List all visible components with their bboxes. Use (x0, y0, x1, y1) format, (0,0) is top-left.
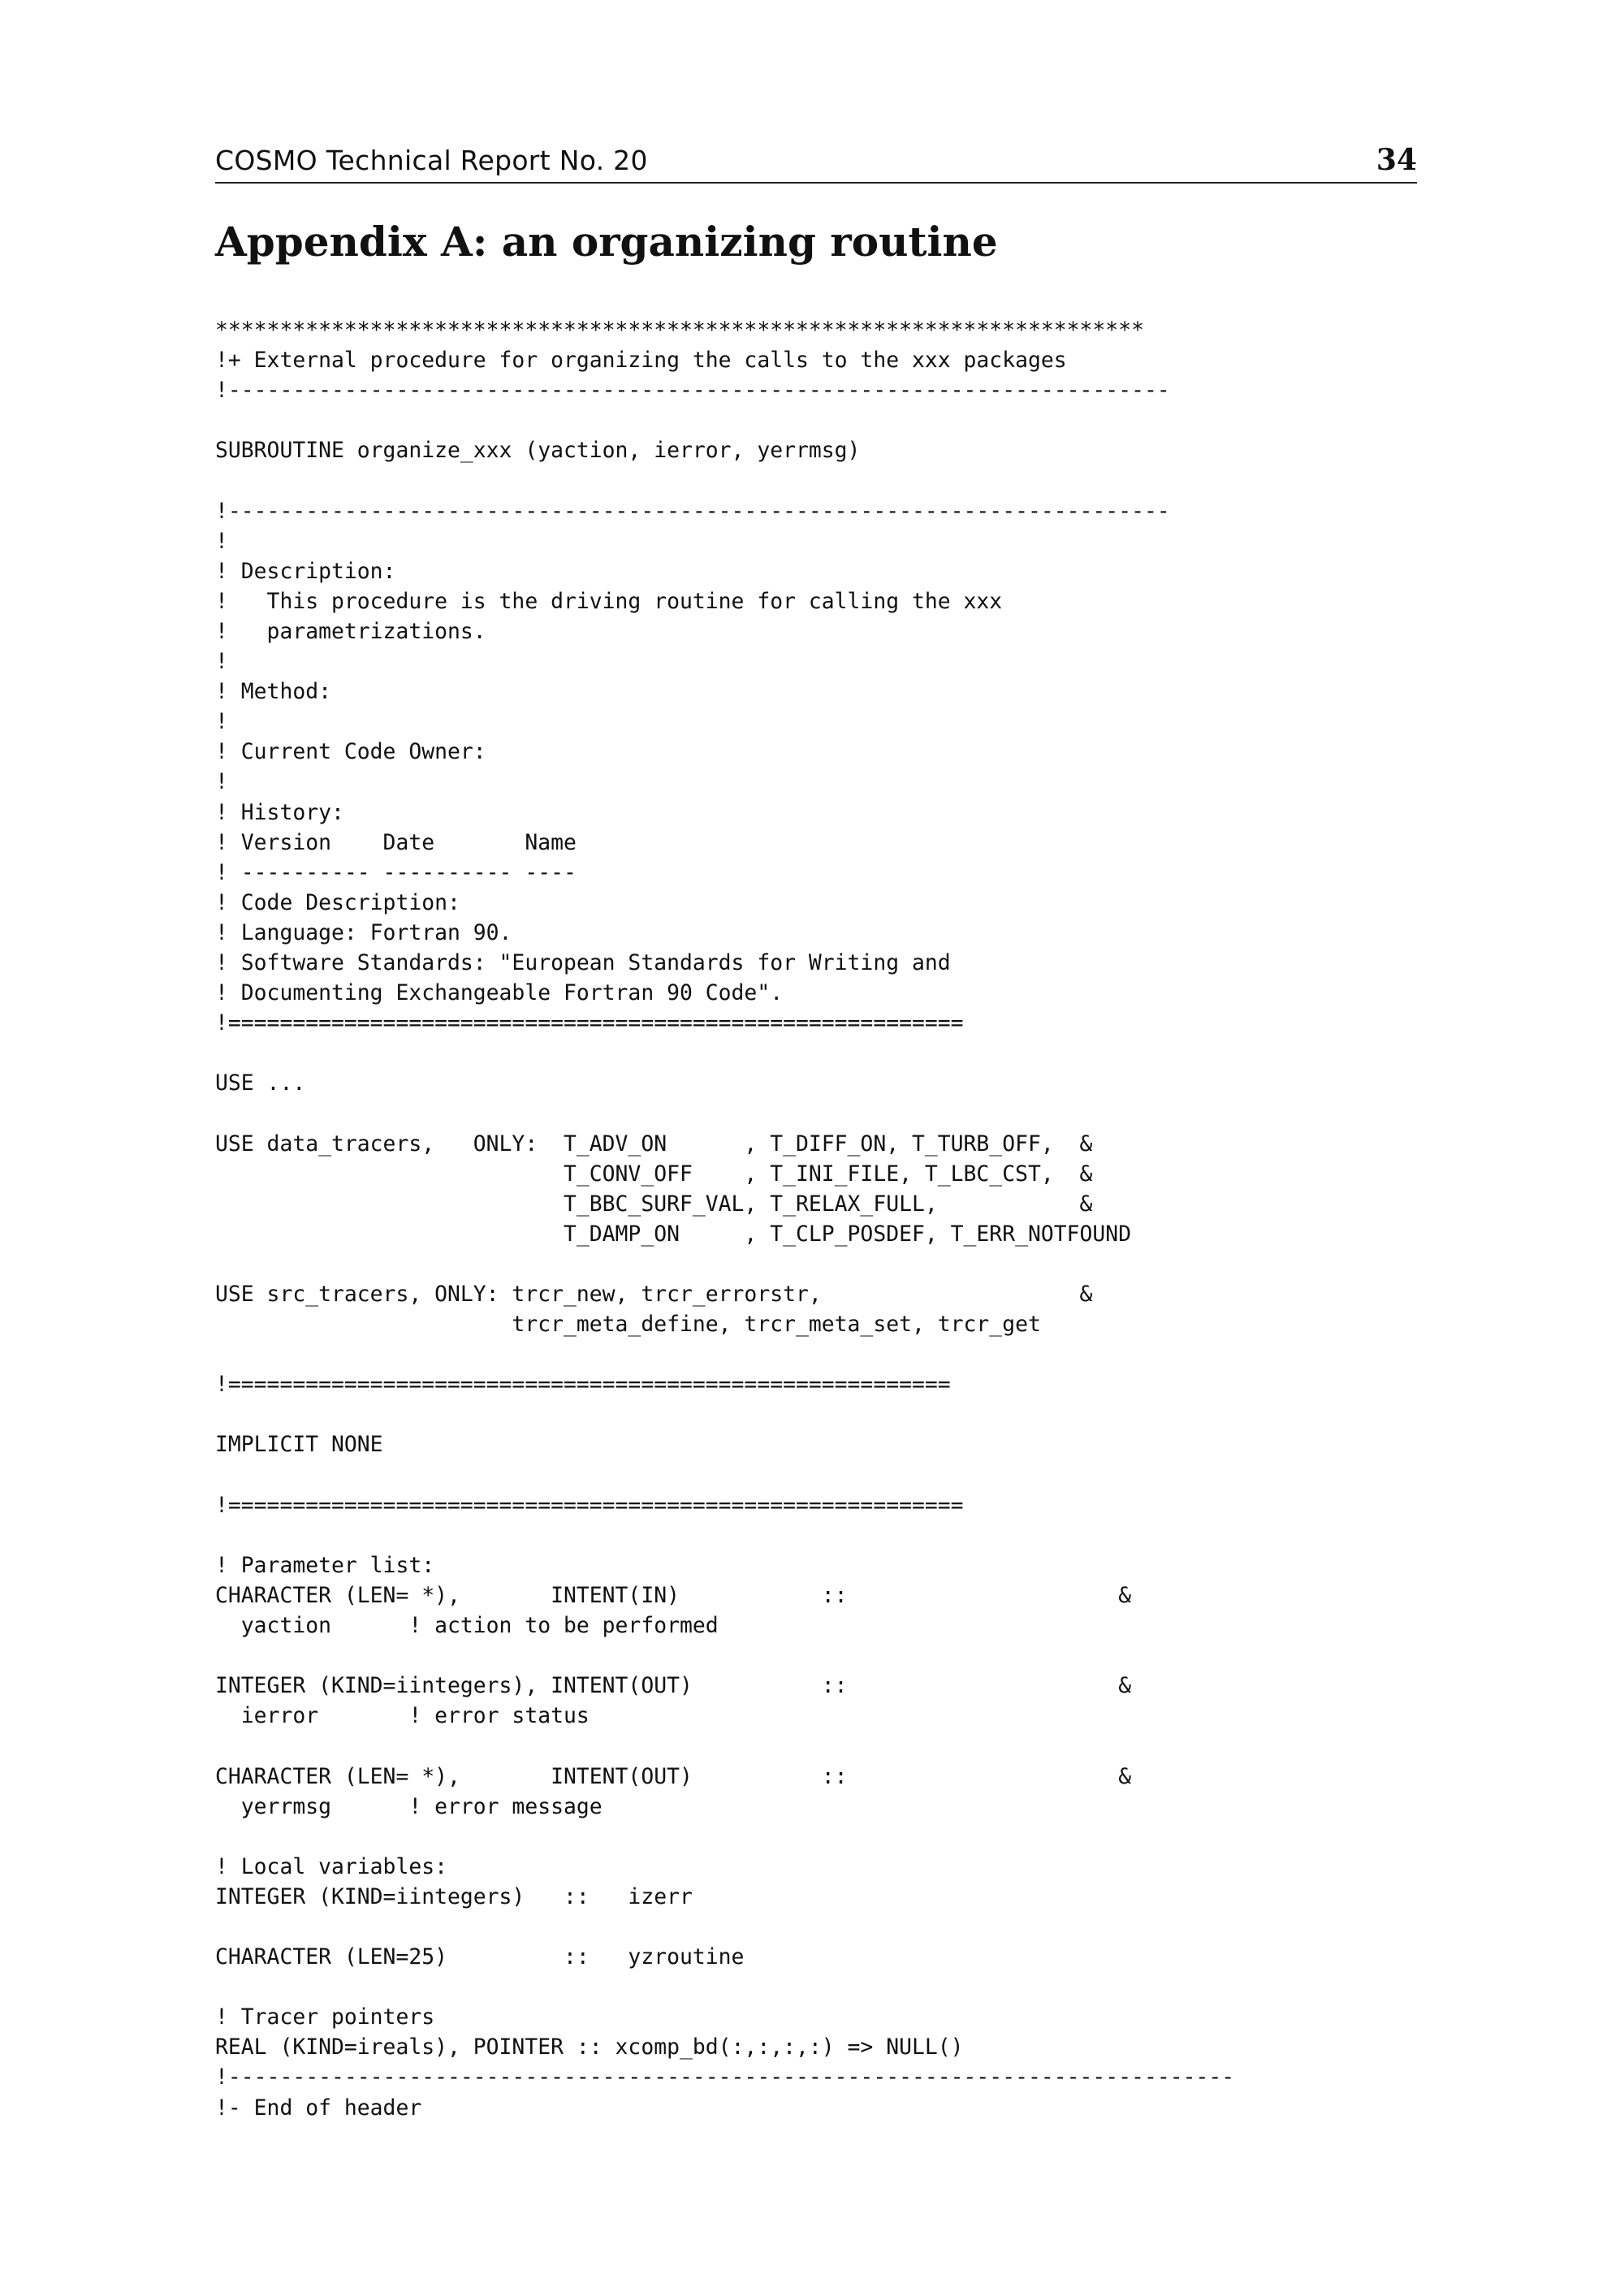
code-line (215, 1520, 1234, 1550)
code-line (215, 1822, 1234, 1852)
code-line: !========================================================= (215, 1492, 964, 1518)
code-line (215, 1460, 1234, 1490)
code-line: ! Language: Fortran 90. (215, 919, 512, 945)
code-line (215, 1641, 1234, 1671)
code-line: ! Description: (215, 558, 396, 584)
code-line: ! Tracer pointers (215, 2004, 435, 2030)
code-line (215, 1972, 1234, 2002)
code-line: ! Software Standards: "European Standards for Writing and (215, 949, 951, 975)
code-line (215, 1339, 1234, 1369)
code-line: USE data_tracers, ONLY: T_ADV_ON , T_DIFF_ON, T_TURB_OFF, & (215, 1131, 1093, 1157)
code-line: ! Local variables: (215, 1853, 447, 1879)
code-line (215, 465, 1234, 495)
code-line: ! (215, 709, 228, 735)
code-line (215, 1912, 1234, 1942)
code-line: USE src_tracers, ONLY: trcr_new, trcr_errorstr, & (215, 1282, 1093, 1307)
code-line: CHARACTER (LEN=25) :: yzroutine (215, 1944, 745, 1970)
code-line: !======================================================== (215, 1372, 951, 1398)
code-line: CHARACTER (LEN= *), INTENT(IN) :: & (215, 1582, 1132, 1608)
code-line: ! (215, 649, 228, 675)
page-header (215, 145, 1417, 184)
code-line: !------------------------------------------------------------------------------ (215, 2065, 1235, 2091)
code-line: INTEGER (KIND=iintegers), INTENT(OUT) :: & (215, 1673, 1132, 1699)
code-line: ! This procedure is the driving routine for calling the xxx (215, 588, 1003, 614)
code-line: ! History: (215, 799, 344, 825)
code-line: USE ... (215, 1070, 306, 1096)
code-line (215, 1731, 1234, 1761)
code-line: CHARACTER (LEN= *), INTENT(OUT) :: & (215, 1763, 1132, 1789)
code-line: trcr_meta_define, trcr_meta_set, trcr_get (215, 1312, 1041, 1338)
code-line: T_BBC_SURF_VAL, T_RELAX_FULL, & (215, 1191, 1093, 1217)
code-line: T_CONV_OFF , T_INI_FILE, T_LBC_CST, & (215, 1161, 1093, 1187)
code-line: INTEGER (KIND=iintegers) :: izerr (215, 1883, 693, 1909)
report-title: COSMO Technical Report No. 20 (215, 145, 648, 176)
code-line: ! (215, 528, 228, 554)
code-line: T_DAMP_ON , T_CLP_POSDEF, T_ERR_NOTFOUND (215, 1221, 1132, 1247)
code-line: !------------------------------------------------------------------------- (215, 378, 1170, 404)
code-line (215, 1399, 1234, 1429)
code-line: IMPLICIT NONE (215, 1432, 383, 1458)
code-line: yerrmsg ! error message (215, 1793, 603, 1819)
code-line: ! (215, 769, 228, 795)
code-listing (215, 315, 1234, 2123)
code-line (215, 1038, 1234, 1068)
code-line: ! Current Code Owner: (215, 739, 486, 765)
code-line: ! Method: (215, 679, 331, 705)
page-number: 34 (1376, 143, 1417, 177)
appendix-title: Appendix A: an organizing routine (215, 218, 998, 266)
code-line: yaction ! action to be performed (215, 1613, 719, 1639)
code-line: ! Documenting Exchangeable Fortran 90 Code". (215, 980, 784, 1006)
code-line: ! ---------- ---------- ---- (215, 859, 577, 885)
code-line: ************************************************************************ (215, 318, 1144, 343)
code-line: ! Version Date Name (215, 829, 577, 855)
code-line: SUBROUTINE organize_xxx (yaction, ierror, yerrmsg) (215, 438, 861, 464)
code-line: ! Code Description: (215, 889, 460, 915)
code-line: ierror ! error status (215, 1703, 590, 1729)
code-line (215, 1098, 1234, 1128)
code-line: ! parametrizations. (215, 618, 486, 644)
code-line: REAL (KIND=ireals), POINTER :: xcomp_bd(:,:,:,:) => NULL() (215, 2034, 964, 2060)
code-line: !- End of header (215, 2095, 422, 2121)
code-line: !========================================================= (215, 1010, 964, 1036)
code-line: !+ External procedure for organizing the calls to the xxx packages (215, 348, 1067, 374)
code-line: ! Parameter list: (215, 1552, 435, 1578)
code-line: !------------------------------------------------------------------------- (215, 498, 1170, 524)
code-line (215, 1249, 1234, 1279)
code-line (215, 405, 1234, 435)
